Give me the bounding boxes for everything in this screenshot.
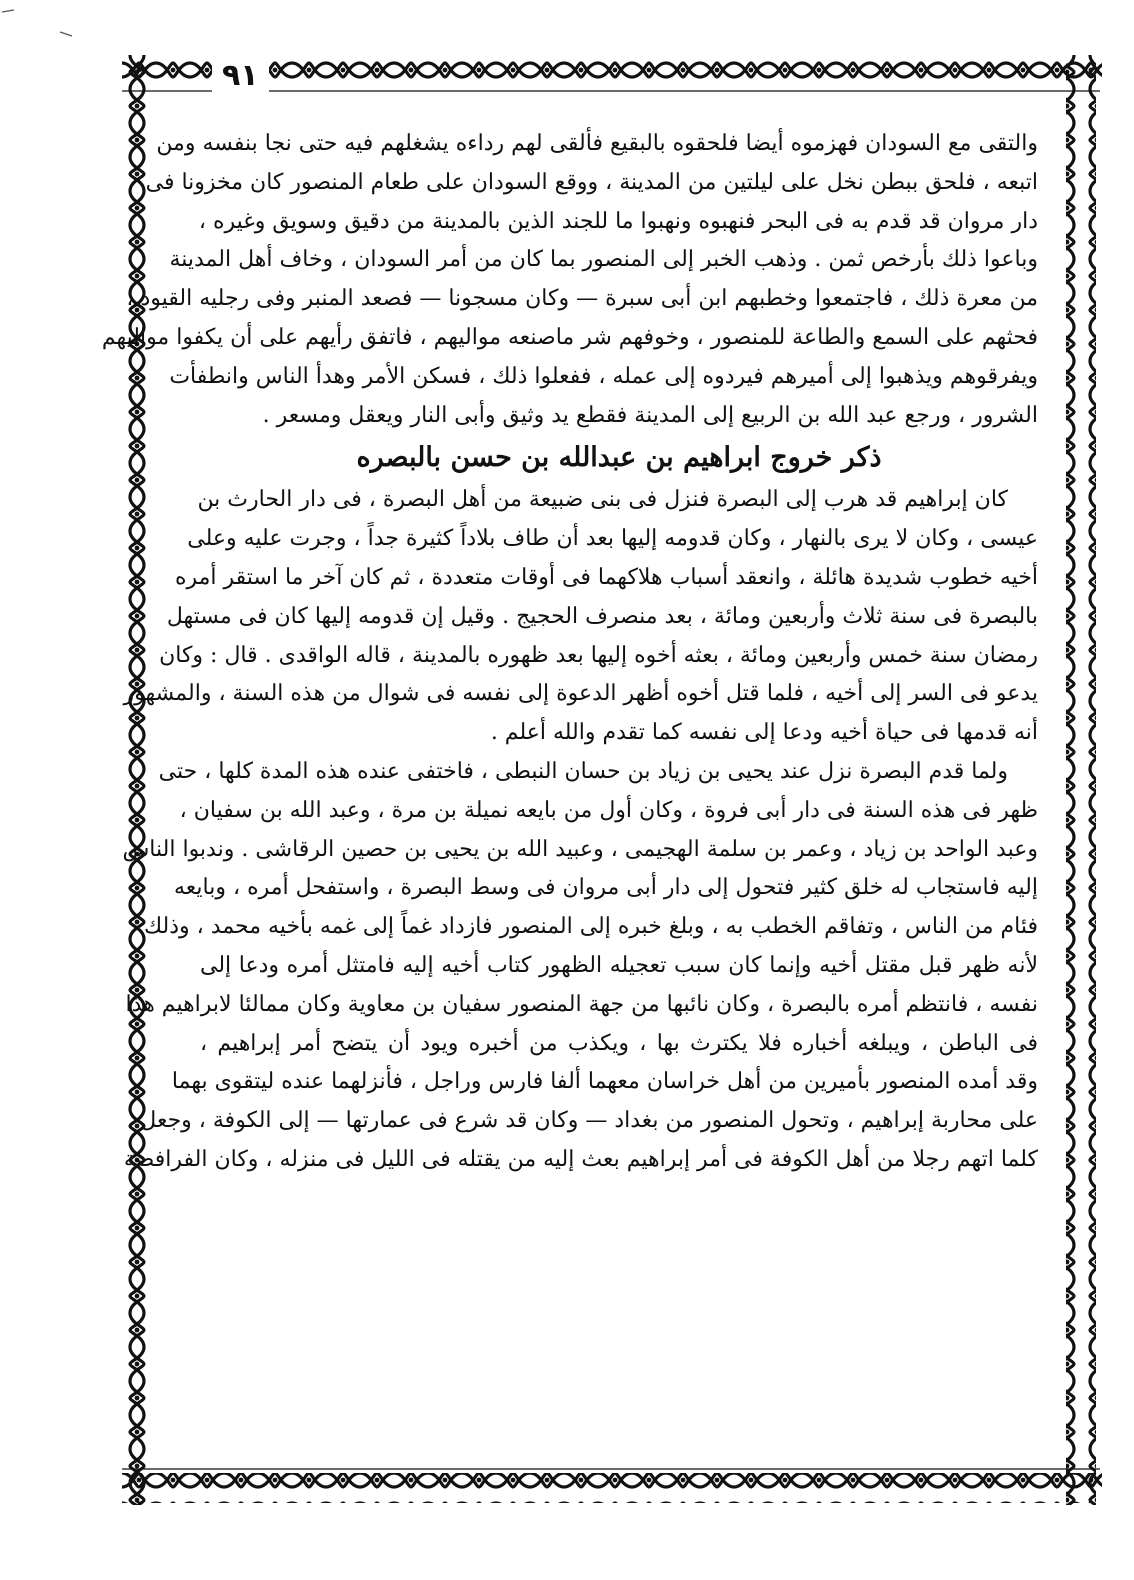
text-line: ويفرقوهم ويذهبوا إلى أميرهم فيردوه إلى عمله ، ففعلوا ذلك ، فسكن الأمر وهدأ الناس وانطفأت xyxy=(169,363,1038,389)
paragraph-3 xyxy=(122,753,1038,1180)
text-line: أخيه خطوب شديدة هائلة ، وانعقد أسباب هلاكهما فى أوقات متعددة ، ثم كان آخر ما استقر أمره xyxy=(174,564,1038,590)
text-line: على محاربة إبراهيم ، وتحول المنصور من بغداد — وكان قد شرع فى عمارتها — إلى الكوفة ، وجعل xyxy=(140,1108,1038,1134)
text-line: فئام من الناس ، وتفاقم الخطب به ، وبلغ خبره إلى المنصور فازداد غماً إلى غمه بأخيه محمد ، وذلك xyxy=(144,914,1038,940)
stray-marks xyxy=(0,0,90,40)
text-line: كان إبراهيم قد هرب إلى البصرة فنزل فى بنى ضبيعة من أهل البصرة ، فى دار الحارث بن xyxy=(197,487,1008,513)
text-line: إليه فاستجاب له خلق كثير فتحول إلى دار أبى مروان فى وسط البصرة ، واستفحل أمره ، وبايعه xyxy=(174,875,1038,901)
text-line: يدعو فى السر إلى أخيه ، فلما قتل أخوه أظهر الدعوة إلى نفسه فى شوال من هذه السنة ، والمشهور xyxy=(123,681,1038,707)
text-line: وقد أمده المنصور بأميرين من أهل خراسان معهما ألفا فارس وراجل ، فأنزلهما عنده ليتقوى بهما xyxy=(171,1069,1038,1095)
text-line: فى الباطن ، ويبلغه أخباره فلا يكترث بها ، ويكذب من أخبره ويود أن يتضح أمر إبراهيم ، xyxy=(200,1030,1038,1056)
paragraph-2 xyxy=(123,481,1038,753)
page-text xyxy=(101,125,1038,1180)
page-number: ٩١ xyxy=(212,58,269,93)
text-line: وباعوا ذلك بأرخص ثمن . وذهب الخبر إلى المنصور بما كان من أمر السودان ، وخاف أهل المدينة xyxy=(169,247,1038,273)
section-heading: ذكر خروج ابراهيم بن عبدالله بن حسن بالبصره xyxy=(356,442,882,474)
text-line: كلما اتهم رجلا من أهل الكوفة فى أمر إبراهيم بعث إليه من يقتله فى الليل فى منزله ، وكان الفرافصة xyxy=(123,1146,1038,1172)
text-line: نفسه ، فانتظم أمره بالبصرة ، وكان نائبها من جهة المنصور سفيان بن معاوية وكان ممالئا لابراهيم هذا xyxy=(125,991,1038,1017)
text-line: عيسى ، وكان لا يرى بالنهار ، وكان قدومه إليها بعد أن طاف بلاداً كثيرة جداً ، وجرت عليه وعلى xyxy=(187,526,1038,552)
text-line: فحثهم على السمع والطاعة للمنصور ، وخوفهم شر ماصنعه مواليهم ، فاتفق رأيهم على أن يكفوا مواليهم xyxy=(101,324,1038,350)
text-line: من معرة ذلك ، فاجتمعوا وخطبهم ابن أبى سبرة — وكان مسجونا — فصعد المنبر وفى رجليه القيود ، xyxy=(126,286,1038,312)
text-line: دار مروان قد قدم به فى البحر فنهبوه ونهبوا ما للجند الذين بالمدينة من دقيق وسويق وغيره ، xyxy=(198,208,1038,234)
text-line: وعبد الواحد بن زياد ، وعمر بن سلمة الهجيمى ، وعبيد الله بن يحيى بن حصين الرقاشى . وندبوا الناس xyxy=(122,836,1038,862)
text-line: اتبعه ، فلحق ببطن نخل على ليلتين من المدينة ، ووقع السودان على طعام المنصور كان مخزونا فى xyxy=(145,169,1038,195)
paragraph-1 xyxy=(101,125,1038,435)
text-line: بالبصرة فى سنة ثلاث وأربعين ومائة ، بعد منصرف الحجيج . وقيل إن قدومه إليها كان فى مستهل xyxy=(166,603,1038,629)
text-line: والتقى مع السودان فهزموه أيضا فلحقوه بالبقيع فألقى لهم رداءه يشغلهم فيه حتى نجا بنفسه ومن xyxy=(156,131,1038,156)
text-line: لأنه ظهر قبل مقتل أخيه وإنما كان سبب تعجيله الظهور كتاب أخيه إليه فامتثل أمره ودعا إلى xyxy=(200,952,1038,978)
text-line: ولما قدم البصرة نزل عند يحيى بن زياد بن حسان النبطى ، فاختفى عنده هذه المدة كلها ، حتى xyxy=(158,758,1008,784)
text-line: ظهر فى هذه السنة فى دار أبى فروة ، وكان أول من بايعه نميلة بن مرة ، وعبد الله بن سفيان ، xyxy=(179,797,1038,823)
text-line: رمضان سنة خمس وأربعين ومائة ، بعثه أخوه إليها بعد ظهوره بالمدينة ، قاله الواقدى . قال : وكان xyxy=(159,642,1038,668)
text-line: الشرور ، ورجع عبد الله بن الربيع إلى المدينة فقطع يد وثيق وأبى النار ويعقل ومسعر . xyxy=(262,402,1038,428)
text-line: أنه قدمها فى حياة أخيه ودعا إلى نفسه كما تقدم والله أعلم . xyxy=(490,720,1038,746)
